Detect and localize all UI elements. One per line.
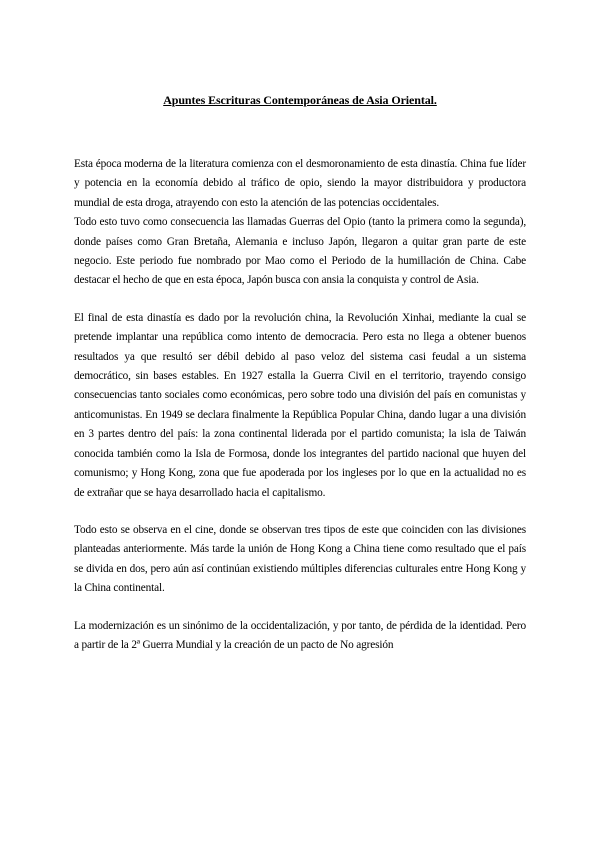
paragraph-3: El final de esta dinastía es dado por la revolución china, la Revolución Xinhai, mediante la cual se pretende implantar una república como intento de democracia. Pero esta no llega a obtener buenos resultados ya que resultó ser débil debido al paso veloz del sistema casi feudal a un sistema democrático, sin bases estables. En 1927 estalla la Guerra Civil en el territorio, trayendo consigo consecuencias tanto sociales como económicas, pero sobre todo una división del país en comunistas y anticomunistas. En 1949 se declara finalmente la República Popular China, dando lugar a una división en 3 partes dentro del país: la zona continental liderada por el partido comunista; la isla de Taiwán conocida también como la Isla de Formosa, donde los integrantes del partido nacional que huyen del comunismo; y Hong Kong, zona que fue apoderada por los ingleses por lo que en la actualidad no es de extrañar que se haya desarrollado hacia el capitalismo. xyxy=(74,311,526,499)
paragraph-5: La modernización es un sinónimo de la occidentalización, y por tanto, de pérdida de la identidad. Pero a partir de la 2ª Guerra Mundial y la creación de un pacto de No agresión xyxy=(74,619,526,651)
paragraph-2: Todo esto tuvo como consecuencia las llamadas Guerras del Opio (tanto la primera como la segunda), donde países como Gran Bretaña, Alemania e incluso Japón, llegaron a quitar gran parte de este negocio. Este periodo fue nombrado por Mao como el Periodo de la humillación de China. Cabe destacar el hecho de que en esta época, Japón busca con ansia la conquista y control de Asia. xyxy=(74,216,526,287)
paragraph-1: Esta época moderna de la literatura comienza con el desmoronamiento de esta dinastía. China fue líder y potencia en la economía debido al tráfico de opio, siendo la mayor distribuidora y productora mundial de esta droga, atrayendo con esto la atención de las potencias occidentales. xyxy=(74,158,526,209)
paragraph-4: Todo esto se observa en el cine, donde se observan tres tipos de este que coinciden con las divisiones planteadas anteriormente. Más tarde la unión de Hong Kong a China tiene como resultado que el país se divida en dos, pero aún así continúan existiendo múltiples diferencias culturales entre Hong Kong y la China continental. xyxy=(74,523,526,595)
document-body xyxy=(74,155,526,655)
document-title: Apuntes Escrituras Contemporáneas de Asia Oriental. xyxy=(163,93,437,107)
